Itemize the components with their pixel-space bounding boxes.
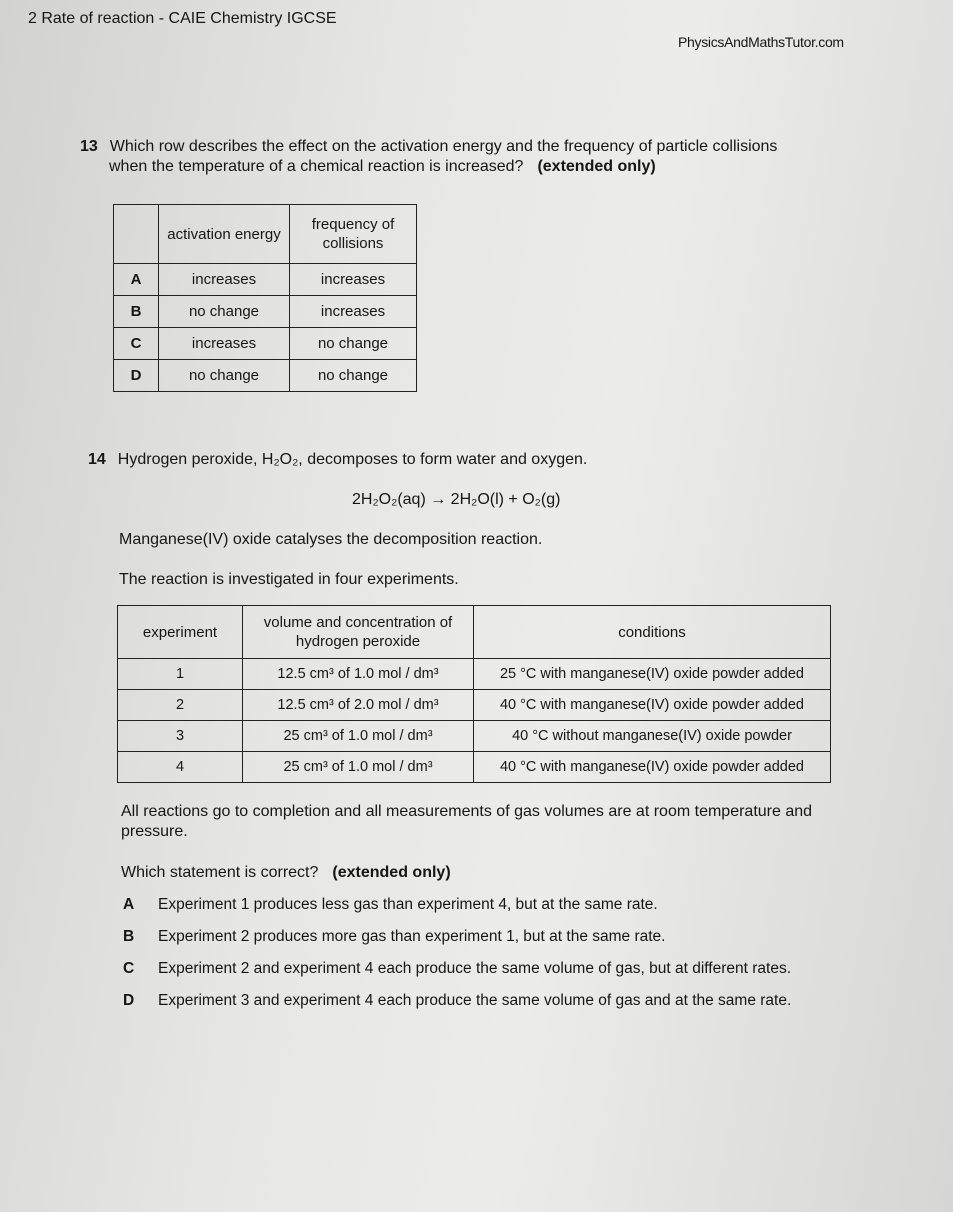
option-label: B [123, 928, 135, 945]
table-row [114, 264, 417, 296]
header-title: 2 Rate of reaction - CAIE Chemistry IGCSE [28, 10, 337, 27]
table-row [114, 328, 417, 360]
question-text-line1: Which row describes the effect on the activation energy and the frequency of particle collisions [109, 138, 778, 155]
table-row [118, 659, 831, 690]
question-13 [80, 137, 820, 177]
row-label: A [114, 264, 159, 296]
option-d[interactable] [123, 992, 791, 1024]
conditions-cell: 40 °C with manganese(IV) oxide powder added [474, 752, 831, 783]
frequency-cell: increases [290, 296, 417, 328]
row-label: B [114, 296, 159, 328]
conditions-cell: 25 °C with manganese(IV) oxide powder added [474, 659, 831, 690]
option-text: Experiment 3 and experiment 4 each produce the same volume of gas and at the same rate. [158, 992, 792, 1009]
conditions-cell: 40 °C with manganese(IV) oxide powder added [474, 690, 831, 721]
table-row [118, 752, 831, 783]
activation-cell: increases [159, 264, 290, 296]
experiment-cell: 4 [118, 752, 243, 783]
table-row [118, 721, 831, 752]
activation-cell: no change [159, 360, 290, 392]
extended-tag: (extended only) [537, 158, 656, 175]
option-label: D [123, 992, 135, 1009]
question-intro: Hydrogen peroxide, H₂O₂, decomposes to form water and oxygen. [117, 451, 588, 468]
option-text: Experiment 2 produces more gas than experiment 1, but at the same rate. [158, 928, 666, 945]
volume-cell: 12.5 cm³ of 1.0 mol / dm³ [243, 659, 474, 690]
activation-cell: no change [159, 296, 290, 328]
header-cell: conditions [474, 606, 831, 659]
activation-cell: increases [159, 328, 290, 360]
option-text: Experiment 1 produces less gas than experiment 4, but at the same rate. [158, 896, 658, 913]
row-label: D [114, 360, 159, 392]
question-number: 13 [80, 138, 98, 155]
option-text: Experiment 2 and experiment 4 each produce the same volume of gas, but at different rates. [158, 960, 791, 977]
row-label: C [114, 328, 159, 360]
experiment-cell: 1 [118, 659, 243, 690]
header-cell: experiment [118, 606, 243, 659]
q14-table [117, 605, 831, 783]
header-cell: activation energy [159, 205, 290, 264]
q13-table [113, 204, 417, 392]
option-label: C [123, 960, 135, 977]
header-cell: volume and concentration of hydrogen peroxide [243, 606, 474, 659]
option-label: A [123, 896, 135, 913]
question-14 [88, 451, 587, 469]
option-a[interactable] [123, 896, 791, 928]
experiment-cell: 3 [118, 721, 243, 752]
catalyst-statement: Manganese(IV) oxide catalyses the decomposition reaction. [119, 531, 543, 548]
header-cell: frequency of collisions [290, 205, 417, 264]
header-site: PhysicsAndMathsTutor.com [678, 34, 844, 50]
experiment-cell: 2 [118, 690, 243, 721]
table-header-row [118, 606, 831, 659]
frequency-cell: no change [290, 360, 417, 392]
question-prompt: Which statement is correct? [121, 864, 319, 881]
frequency-cell: no change [290, 328, 417, 360]
answer-options [123, 896, 791, 1024]
question-text-line2: when the temperature of a chemical reaction is increased? [109, 158, 524, 175]
chemical-equation: 2H₂O₂(aq) → 2H₂O(l) + O₂(g) [352, 491, 561, 508]
table-row [114, 360, 417, 392]
conditions-note: All reactions go to completion and all measurements of gas volumes are at room temperature and pressure. [121, 803, 813, 840]
extended-tag: (extended only) [332, 864, 451, 881]
header-cell [114, 205, 159, 264]
question-number: 14 [88, 451, 106, 468]
volume-cell: 25 cm³ of 1.0 mol / dm³ [243, 752, 474, 783]
volume-cell: 12.5 cm³ of 2.0 mol / dm³ [243, 690, 474, 721]
conditions-cell: 40 °C without manganese(IV) oxide powder [474, 721, 831, 752]
which-statement [121, 864, 451, 882]
option-c[interactable] [123, 960, 791, 992]
investigation-statement: The reaction is investigated in four experiments. [119, 571, 459, 588]
table-row [118, 690, 831, 721]
table-header-row [114, 205, 417, 264]
option-b[interactable] [123, 928, 791, 960]
volume-cell: 25 cm³ of 1.0 mol / dm³ [243, 721, 474, 752]
frequency-cell: increases [290, 264, 417, 296]
table-row [114, 296, 417, 328]
